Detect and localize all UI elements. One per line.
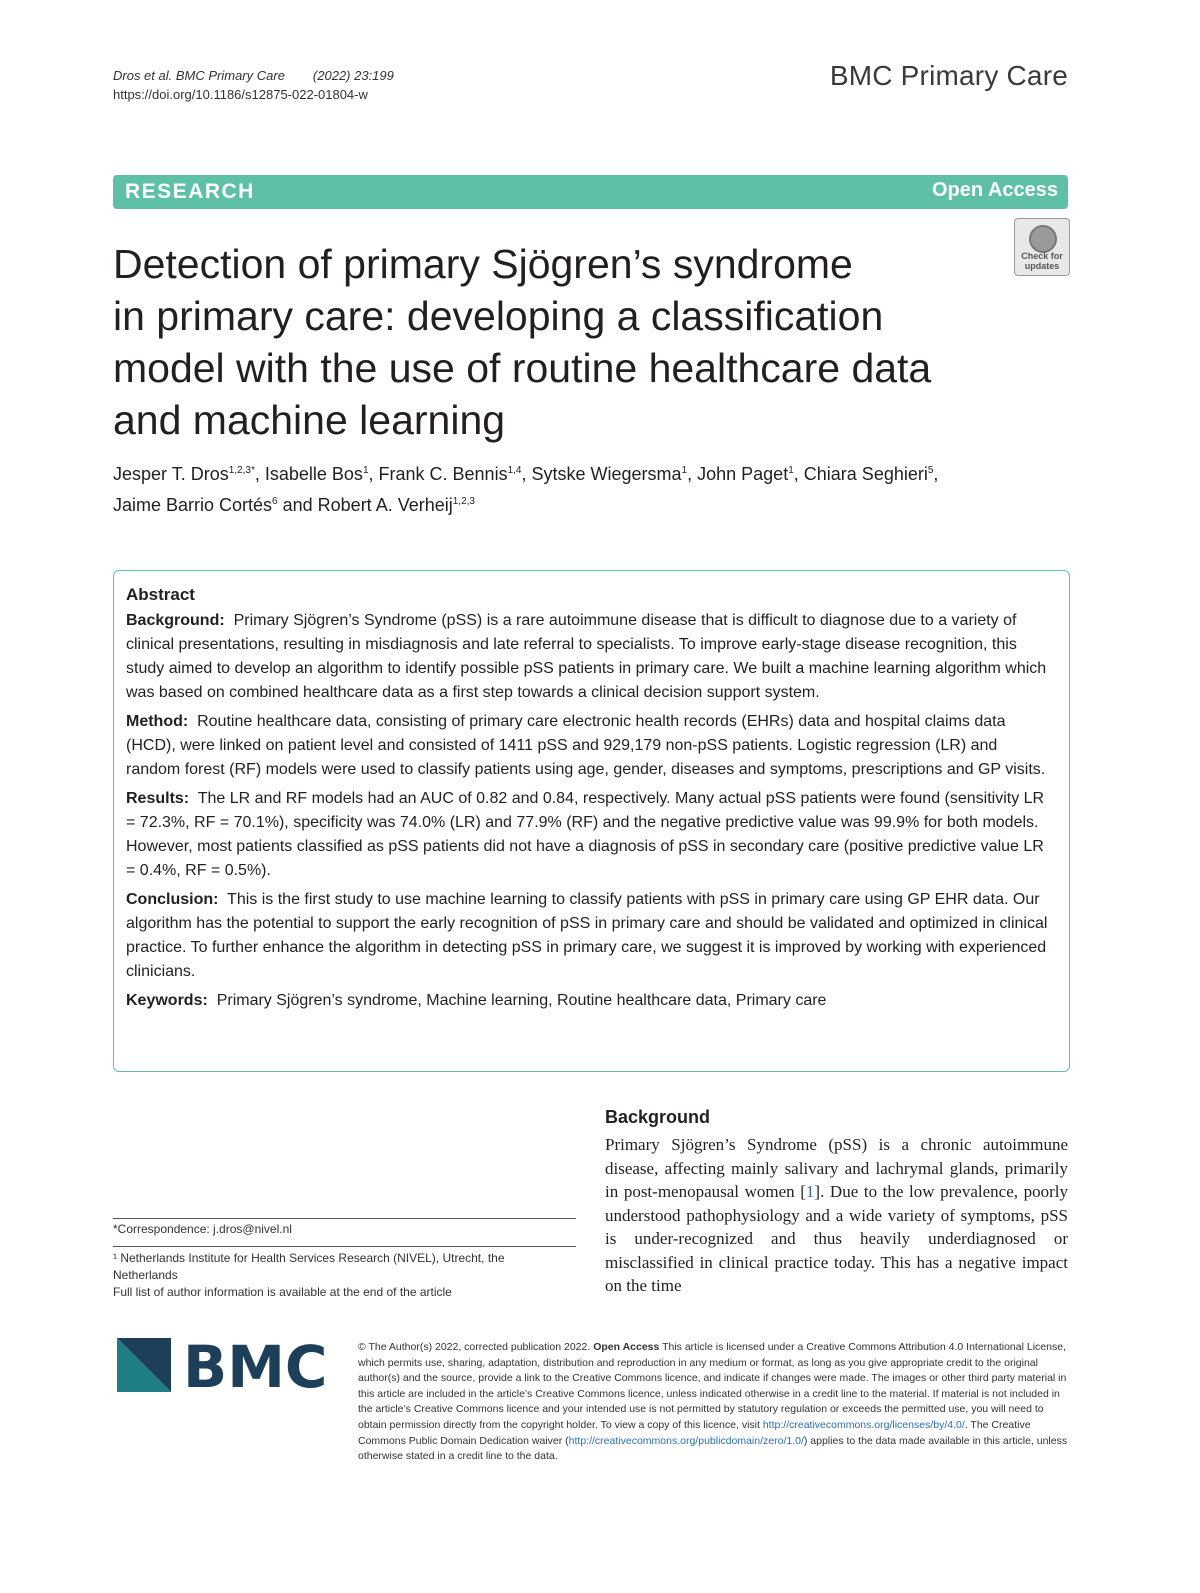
abstract-content bbox=[126, 583, 1056, 1018]
author-name[interactable]: Isabelle Bos bbox=[264, 464, 363, 484]
author-separator: , bbox=[933, 464, 939, 484]
author-affiliation-mark: 1,2,3* bbox=[228, 465, 255, 476]
copyright-notice: © The Author(s) 2022, corrected publication 2022. bbox=[358, 1341, 591, 1353]
background-text: Primary Sjögren’s Syndrome (pSS) is a chronic autoimmune disease, affecting mainly salivary and lachrymal glands, primarily in post-menopausal women [ bbox=[605, 1135, 1068, 1201]
abstract-method-text: Routine healthcare data, consisting of primary care electronic health records (EHRs) data and hospital claims data (HCD), were linked on patient level and consisted of 1411 pSS and 929,179 non-pSS patients. Logistic regression (LR) and random forest (RF) models were used to classify patients using age, gender, diseases and symptoms, prescriptions and GP visits. bbox=[126, 713, 1046, 778]
abstract-conclusion-label: Conclusion: bbox=[126, 891, 219, 908]
abstract-conclusion bbox=[126, 888, 1056, 984]
author-separator: , bbox=[687, 464, 698, 484]
affiliation-notes bbox=[113, 1250, 553, 1301]
abstract-heading: Abstract bbox=[126, 585, 195, 604]
author-name[interactable]: Jesper T. Dros bbox=[113, 464, 229, 484]
abstract-background-text: Primary Sjögren’s Syndrome (pSS) is a rare autoimmune disease that is difficult to diagnose due to a variety of clinical presentations, resulting in misdiagnosis and late referral to specialists. To improve early-stage disease recognition, this study aimed to develop an algorithm to identify possible pSS patients in primary care. We built a machine learning algorithm which was based on combined healthcare data as a first step towards a clinical decision support system. bbox=[126, 612, 1047, 701]
author-affiliation-mark: 5 bbox=[927, 465, 934, 476]
license-statement bbox=[358, 1340, 1068, 1465]
license-text: . The Creative Commons Public Domain Dedication waiver ( bbox=[358, 1418, 1031, 1447]
title-line: and machine learning bbox=[113, 397, 506, 443]
doi-link[interactable]: https://doi.org/10.1186/s12875-022-01804-w bbox=[113, 87, 368, 102]
author-info-note: Full list of author information is available at the end of the article bbox=[113, 1285, 452, 1299]
article-type-banner bbox=[113, 175, 1068, 209]
author-affiliation-mark: 1 bbox=[681, 465, 688, 476]
license-text: ) applies to the data made available in this article, unless otherwise stated in a credit line to the data. bbox=[358, 1434, 1068, 1463]
author-name[interactable]: Chiara Seghieri bbox=[803, 464, 928, 484]
check-updates-label: Check for updates bbox=[1021, 251, 1063, 271]
author-separator: , bbox=[793, 464, 804, 484]
author-separator: , bbox=[368, 464, 379, 484]
author-affiliation-mark: 1,4 bbox=[507, 465, 522, 476]
bmc-logo-text: BMC bbox=[183, 1338, 327, 1392]
open-access-bold: Open Access bbox=[593, 1341, 660, 1353]
year-volume: (2022) 23:199 bbox=[312, 68, 394, 83]
license-link[interactable]: http://creativecommons.org/licenses/by/4.0/ bbox=[762, 1418, 965, 1431]
abstract-conclusion-text: This is the first study to use machine learning to classify patients with pSS in primary care using GP EHR data. Our algorithm has the potential to support the early recognition of pSS in primary care and should be validated and optimized in clinical practice. To further enhance the algorithm in detecting pSS in primary care, we suggest it is improved by working with experienced clinicians. bbox=[126, 891, 1048, 980]
author-affiliation-mark: 1,2,3 bbox=[452, 496, 475, 507]
bmc-logo bbox=[117, 1338, 327, 1392]
footnote-divider bbox=[113, 1218, 576, 1219]
affiliation-1: ¹ Netherlands Institute for Health Services Research (NIVEL), Utrecht, the Netherlands bbox=[113, 1251, 505, 1282]
check-for-updates-badge[interactable] bbox=[1014, 218, 1070, 276]
title-line: Detection of primary Sjögren’s syndrome bbox=[113, 241, 853, 287]
section-heading-background: Background bbox=[605, 1107, 711, 1127]
article-type-label: RESEARCH bbox=[125, 180, 255, 203]
abstract-results-label: Results: bbox=[126, 790, 190, 807]
abstract-keywords-text: Primary Sjögren’s syndrome, Machine learning, Routine healthcare data, Primary care bbox=[216, 992, 827, 1009]
author-name[interactable]: John Paget bbox=[697, 464, 789, 484]
author-separator: , bbox=[254, 464, 265, 484]
article-title bbox=[113, 238, 1013, 446]
footnote-divider bbox=[113, 1246, 576, 1247]
author-list bbox=[113, 457, 1073, 519]
open-access-label: Open Access bbox=[932, 179, 1058, 201]
abstract-background bbox=[126, 609, 1056, 705]
background-text: ]. Due to the low prevalence, poorly understood pathophysiology and a wide variety of symptoms, pSS is under-recognized and thus heavily underdiagnosed or misclassified in clinical practice today. This has a negative impact on the time bbox=[605, 1182, 1068, 1295]
abstract-keywords bbox=[126, 989, 1056, 1013]
journal-name: BMC Primary Care bbox=[829, 60, 1068, 91]
abstract-results bbox=[126, 787, 1056, 883]
abstract-method bbox=[126, 710, 1056, 782]
abstract-keywords-label: Keywords: bbox=[126, 992, 208, 1009]
author-name[interactable]: Robert A. Verheij bbox=[317, 495, 453, 515]
author-name[interactable]: Frank C. Bennis bbox=[378, 464, 508, 484]
abstract-background-label: Background: bbox=[126, 612, 225, 629]
public-domain-link[interactable]: http://creativecommons.org/publicdomain/zero/1.0/ bbox=[568, 1434, 804, 1447]
abstract-results-text: The LR and RF models had an AUC of 0.82 and 0.84, respectively. Many actual pSS patients were found (sensitivity LR = 72.3%, RF = 70.1%), specificity was 74.0% (LR) and 77.9% (RF) and the negative predictive value was 99.9% for both models. However, most patients classified as pSS patients did not have a diagnosis of pSS in secondary care (positive predictive value LR = 0.4%, RF = 0.5%). bbox=[126, 790, 1045, 879]
author-name[interactable]: Sytske Wiegersma bbox=[531, 464, 682, 484]
citation: Dros et al. BMC Primary Care bbox=[113, 68, 285, 83]
author-affiliation-mark: 1 bbox=[788, 465, 794, 476]
abstract-method-label: Method: bbox=[126, 713, 189, 730]
running-header bbox=[113, 66, 394, 104]
author-separator: and bbox=[277, 495, 318, 515]
license-text: This article is licensed under a Creative Commons Attribution 4.0 International License, which permits use, sharing, adaptation, distribution and reproduction in any medium or format, as long as you give appropriate credit to the original author(s) and the source, provide a link to the Creative Commons licence, and indicate if changes were made. The images or other third party material in this article are included in the article’s Creative Commons licence, unless indicated otherwise in a credit line to the material. If material is not included in the article’s Creative Commons licence and your intended use is not permitted by statutory regulation or exceeds the permitted use, you will need to obtain permission directly from the copyright holder. To view a copy of this licence, visit bbox=[358, 1341, 1067, 1431]
reference-link[interactable]: 1 bbox=[805, 1182, 815, 1201]
author-name[interactable]: Jaime Barrio Cortés bbox=[113, 495, 273, 515]
title-line: model with the use of routine healthcare data bbox=[113, 345, 932, 391]
author-affiliation-mark: 1 bbox=[362, 465, 369, 476]
abstract-box bbox=[113, 570, 1070, 1072]
title-line: in primary care: developing a classification bbox=[113, 293, 884, 339]
check-updates-icon bbox=[1029, 225, 1057, 253]
author-affiliation-mark: 6 bbox=[272, 496, 278, 507]
background-paragraph bbox=[605, 1133, 1068, 1298]
correspondence-note: *Correspondence: j.dros@nivel.nl bbox=[113, 1222, 292, 1236]
author-separator: , bbox=[521, 464, 532, 484]
